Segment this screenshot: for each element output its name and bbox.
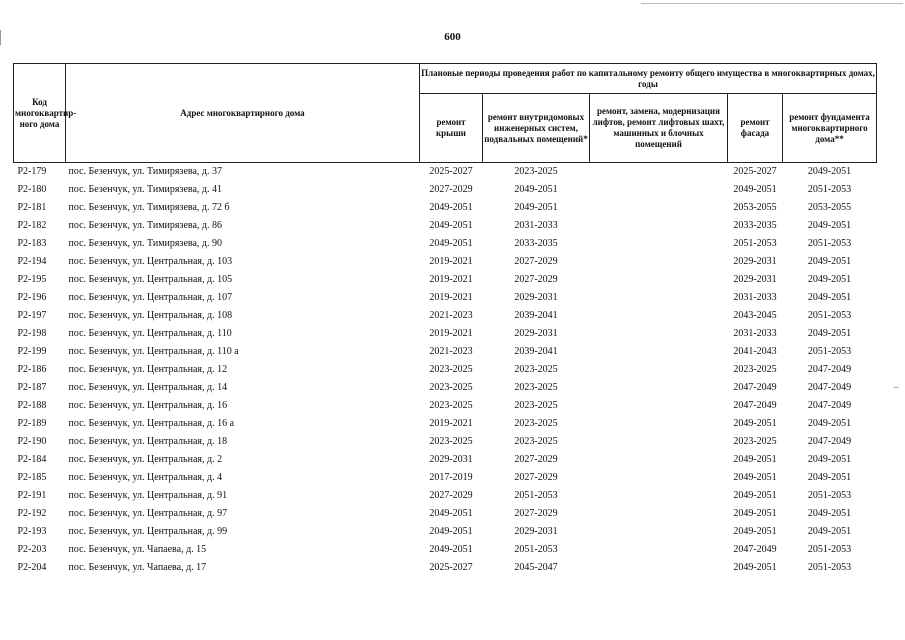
cell-code: Р2-199 — [17, 346, 47, 357]
cell-lifts — [590, 397, 728, 415]
cell-roof: 2049-2051 — [429, 526, 473, 537]
cell-roof: 2025-2027 — [429, 166, 473, 177]
cell-engineering: 2051-2053 — [514, 490, 558, 501]
cell-facade: 2033-2035 — [733, 220, 777, 231]
cell-foundation: 2049-2051 — [807, 454, 852, 465]
cell-lifts — [590, 433, 728, 451]
cell-roof: 2023-2025 — [429, 382, 473, 393]
cell-facade: 2029-2031 — [733, 274, 777, 285]
header-periods: Плановые периоды проведения работ по капитальному ремонту общего имущества в многоквартирных домах, годы — [420, 64, 877, 94]
cell-facade: 2031-2033 — [733, 328, 777, 339]
table-row — [14, 343, 877, 361]
table-row — [14, 181, 877, 199]
cell-engineering: 2049-2051 — [514, 184, 558, 195]
table-row — [14, 451, 877, 469]
table-row — [14, 307, 877, 325]
cell-lifts — [590, 523, 728, 541]
cell-foundation: 2051-2053 — [807, 310, 852, 321]
margin-mark: – — [894, 382, 899, 392]
cell-lifts — [590, 181, 728, 199]
table-row — [14, 199, 877, 217]
cell-foundation: 2047-2049 — [807, 400, 852, 411]
cell-code: Р2-190 — [17, 436, 47, 447]
cell-lifts — [590, 505, 728, 523]
cell-address: пос. Безенчук, ул. Тимирязева, д. 72 б — [68, 202, 230, 213]
cell-address: пос. Безенчук, ул. Центральная, д. 12 — [68, 364, 228, 375]
cell-engineering: 2045-2047 — [514, 562, 558, 573]
cell-code: Р2-195 — [17, 274, 47, 285]
cell-facade: 2029-2031 — [733, 256, 777, 267]
cell-address: пос. Безенчук, ул. Центральная, д. 107 — [68, 292, 233, 303]
cell-facade: 2049-2051 — [733, 184, 777, 195]
cell-roof: 2019-2021 — [429, 274, 473, 285]
cell-address: пос. Безенчук, ул. Центральная, д. 16 а — [68, 418, 235, 429]
cell-facade: 2031-2033 — [733, 292, 777, 303]
cell-lifts — [590, 487, 728, 505]
cell-roof: 2019-2021 — [429, 256, 473, 267]
table-row — [14, 397, 877, 415]
cell-lifts — [590, 217, 728, 235]
cell-address: пос. Безенчук, ул. Центральная, д. 103 — [68, 256, 233, 267]
cell-foundation: 2047-2049 — [807, 364, 852, 375]
cell-roof: 2025-2027 — [429, 562, 473, 573]
cell-code: Р2-183 — [17, 238, 47, 249]
header-roof: ремонт крыши — [420, 94, 483, 163]
cell-address: пос. Безенчук, ул. Центральная, д. 105 — [68, 274, 233, 285]
cell-address: пос. Безенчук, ул. Центральная, д. 110 а — [68, 346, 239, 357]
cell-engineering: 2023-2025 — [514, 400, 558, 411]
cell-foundation: 2049-2051 — [807, 166, 852, 177]
cell-code: Р2-186 — [17, 364, 47, 375]
table-body — [14, 163, 877, 578]
cell-facade: 2049-2051 — [733, 454, 777, 465]
cell-engineering: 2027-2029 — [514, 472, 558, 483]
cell-lifts — [590, 361, 728, 379]
cell-code: Р2-179 — [17, 166, 47, 177]
cell-facade: 2047-2049 — [733, 544, 777, 555]
cell-engineering: 2027-2029 — [514, 454, 558, 465]
cell-code: Р2-181 — [17, 202, 47, 213]
cell-engineering: 2023-2025 — [514, 418, 558, 429]
cell-lifts — [590, 469, 728, 487]
cell-roof: 2049-2051 — [429, 220, 473, 231]
cell-roof: 2023-2025 — [429, 400, 473, 411]
cell-engineering: 2049-2051 — [514, 202, 558, 213]
header-foundation: ремонт фундамента многоквартирного дома** — [783, 94, 877, 163]
cell-foundation: 2049-2051 — [807, 328, 852, 339]
cell-address: пос. Безенчук, ул. Центральная, д. 14 — [68, 382, 228, 393]
table-row — [14, 379, 877, 397]
cell-foundation: 2051-2053 — [807, 238, 852, 249]
cell-roof: 2027-2029 — [429, 184, 473, 195]
cell-address: пос. Безенчук, ул. Центральная, д. 2 — [68, 454, 223, 465]
cell-engineering: 2027-2029 — [514, 508, 558, 519]
cell-roof: 2027-2029 — [429, 490, 473, 501]
cell-lifts — [590, 451, 728, 469]
cell-foundation: 2049-2051 — [807, 508, 852, 519]
table-row — [14, 415, 877, 433]
cell-roof: 2019-2021 — [429, 292, 473, 303]
cell-code: Р2-192 — [17, 508, 47, 519]
header-address: Адрес многоквартирного дома — [66, 64, 420, 163]
cell-code: Р2-184 — [17, 454, 47, 465]
table-row — [14, 487, 877, 505]
cell-facade: 2049-2051 — [733, 526, 777, 537]
cell-address: пос. Безенчук, ул. Тимирязева, д. 41 — [68, 184, 223, 195]
cell-facade: 2025-2027 — [733, 166, 777, 177]
cell-engineering: 2039-2041 — [514, 310, 558, 321]
cell-engineering: 2029-2031 — [514, 292, 558, 303]
cell-address: пос. Безенчук, ул. Тимирязева, д. 37 — [68, 166, 223, 177]
table-row — [14, 253, 877, 271]
cell-code: Р2-185 — [17, 472, 47, 483]
cell-foundation: 2049-2051 — [807, 472, 852, 483]
cell-lifts — [590, 271, 728, 289]
table-row — [14, 361, 877, 379]
table-row — [14, 325, 877, 343]
table-row — [14, 469, 877, 487]
cell-code: Р2-194 — [17, 256, 47, 267]
cell-foundation: 2051-2053 — [807, 184, 852, 195]
cell-address: пос. Безенчук, ул. Чапаева, д. 17 — [68, 562, 207, 573]
table-row — [14, 235, 877, 253]
table-row — [14, 541, 877, 559]
cell-engineering: 2023-2025 — [514, 166, 558, 177]
header-lifts: ремонт, замена, модернизация лифтов, ремонт лифтовых шахт, машинных и блочных помещений — [590, 94, 728, 163]
cell-address: пос. Безенчук, ул. Тимирязева, д. 86 — [68, 220, 223, 231]
table-row — [14, 289, 877, 307]
header-facade: ремонт фасада — [728, 94, 783, 163]
cell-lifts — [590, 253, 728, 271]
cell-address: пос. Безенчук, ул. Центральная, д. 4 — [68, 472, 223, 483]
header-engineering: ремонт внутридомовых инженерных систем, подвальных помещений* — [483, 94, 590, 163]
cell-engineering: 2029-2031 — [514, 526, 558, 537]
table-row — [14, 523, 877, 541]
cell-code: Р2-196 — [17, 292, 47, 303]
cell-address: пос. Безенчук, ул. Чапаева, д. 15 — [68, 544, 207, 555]
cell-facade: 2023-2025 — [733, 364, 777, 375]
cell-roof: 2019-2021 — [429, 418, 473, 429]
cell-engineering: 2023-2025 — [514, 382, 558, 393]
cell-foundation: 2051-2053 — [807, 562, 852, 573]
cell-foundation: 2049-2051 — [807, 220, 852, 231]
cell-address: пос. Безенчук, ул. Центральная, д. 91 — [68, 490, 228, 501]
table-row — [14, 271, 877, 289]
cell-lifts — [590, 325, 728, 343]
cell-lifts — [590, 379, 728, 397]
cell-roof: 2049-2051 — [429, 238, 473, 249]
table-row — [14, 559, 877, 577]
cell-address: пос. Безенчук, ул. Центральная, д. 108 — [68, 310, 233, 321]
table-row — [14, 217, 877, 235]
cell-roof: 2021-2023 — [429, 310, 473, 321]
cell-foundation: 2049-2051 — [807, 274, 852, 285]
cell-engineering: 2023-2025 — [514, 364, 558, 375]
cell-roof: 2017-2019 — [429, 472, 473, 483]
cell-address: пос. Безенчук, ул. Тимирязева, д. 90 — [68, 238, 223, 249]
cell-roof: 2021-2023 — [429, 346, 473, 357]
cell-lifts — [590, 541, 728, 559]
cell-engineering: 2051-2053 — [514, 544, 558, 555]
cell-address: пос. Безенчук, ул. Центральная, д. 99 — [68, 526, 228, 537]
table-row — [14, 505, 877, 523]
cell-code: Р2-193 — [17, 526, 47, 537]
cell-roof: 2019-2021 — [429, 328, 473, 339]
cell-lifts — [590, 343, 728, 361]
cell-code: Р2-188 — [17, 400, 47, 411]
cell-facade: 2053-2055 — [733, 202, 777, 213]
cell-foundation: 2053-2055 — [807, 202, 852, 213]
cell-foundation: 2049-2051 — [807, 526, 852, 537]
cell-lifts — [590, 415, 728, 433]
cell-engineering: 2031-2033 — [514, 220, 558, 231]
cell-code: Р2-182 — [17, 220, 47, 231]
cell-engineering: 2039-2041 — [514, 346, 558, 357]
cell-code: Р2-198 — [17, 328, 47, 339]
cell-roof: 2049-2051 — [429, 544, 473, 555]
cell-foundation: 2051-2053 — [807, 490, 852, 501]
cell-facade: 2049-2051 — [733, 418, 777, 429]
cell-lifts — [590, 163, 728, 182]
table-row — [14, 163, 877, 182]
cell-lifts — [590, 235, 728, 253]
cell-foundation: 2049-2051 — [807, 292, 852, 303]
cell-facade: 2049-2051 — [733, 508, 777, 519]
cell-code: Р2-203 — [17, 544, 47, 555]
cell-engineering: 2027-2029 — [514, 256, 558, 267]
cell-facade: 2049-2051 — [733, 562, 777, 573]
cell-code: Р2-191 — [17, 490, 47, 501]
cell-foundation: 2047-2049 — [807, 382, 852, 393]
cell-code: Р2-189 — [17, 418, 47, 429]
cell-engineering: 2029-2031 — [514, 328, 558, 339]
cell-facade: 2049-2051 — [733, 472, 777, 483]
cell-engineering: 2033-2035 — [514, 238, 558, 249]
cell-facade: 2051-2053 — [733, 238, 777, 249]
cell-lifts — [590, 199, 728, 217]
cell-facade: 2043-2045 — [733, 310, 777, 321]
cell-facade: 2047-2049 — [733, 400, 777, 411]
cell-foundation: 2049-2051 — [807, 418, 852, 429]
cell-lifts — [590, 307, 728, 325]
cell-address: пос. Безенчук, ул. Центральная, д. 18 — [68, 436, 228, 447]
cell-address: пос. Безенчук, ул. Центральная, д. 110 — [68, 328, 232, 339]
cell-engineering: 2023-2025 — [514, 436, 558, 447]
cell-roof: 2023-2025 — [429, 436, 473, 447]
cell-foundation: 2047-2049 — [807, 436, 852, 447]
cell-roof: 2023-2025 — [429, 364, 473, 375]
cell-code: Р2-204 — [17, 562, 47, 573]
header-code: Код многоквартир-ного дома — [14, 64, 66, 163]
cell-address: пос. Безенчук, ул. Центральная, д. 97 — [68, 508, 228, 519]
cell-code: Р2-197 — [17, 310, 47, 321]
cell-roof: 2049-2051 — [429, 508, 473, 519]
cell-facade: 2023-2025 — [733, 436, 777, 447]
cell-lifts — [590, 559, 728, 577]
table-row — [14, 433, 877, 451]
cell-foundation: 2051-2053 — [807, 346, 852, 357]
page-number: 600 — [444, 31, 461, 43]
cell-facade: 2049-2051 — [733, 490, 777, 501]
cell-address: пос. Безенчук, ул. Центральная, д. 16 — [68, 400, 228, 411]
cell-facade: 2041-2043 — [733, 346, 777, 357]
cell-roof: 2049-2051 — [429, 202, 473, 213]
cell-engineering: 2027-2029 — [514, 274, 558, 285]
cell-lifts — [590, 289, 728, 307]
cell-foundation: 2049-2051 — [807, 256, 852, 267]
cell-roof: 2029-2031 — [429, 454, 473, 465]
top-rule — [641, 3, 903, 4]
cell-foundation: 2051-2053 — [807, 544, 852, 555]
repair-schedule-table — [13, 63, 877, 577]
cell-facade: 2047-2049 — [733, 382, 777, 393]
cell-code: Р2-187 — [17, 382, 47, 393]
cell-code: Р2-180 — [17, 184, 47, 195]
